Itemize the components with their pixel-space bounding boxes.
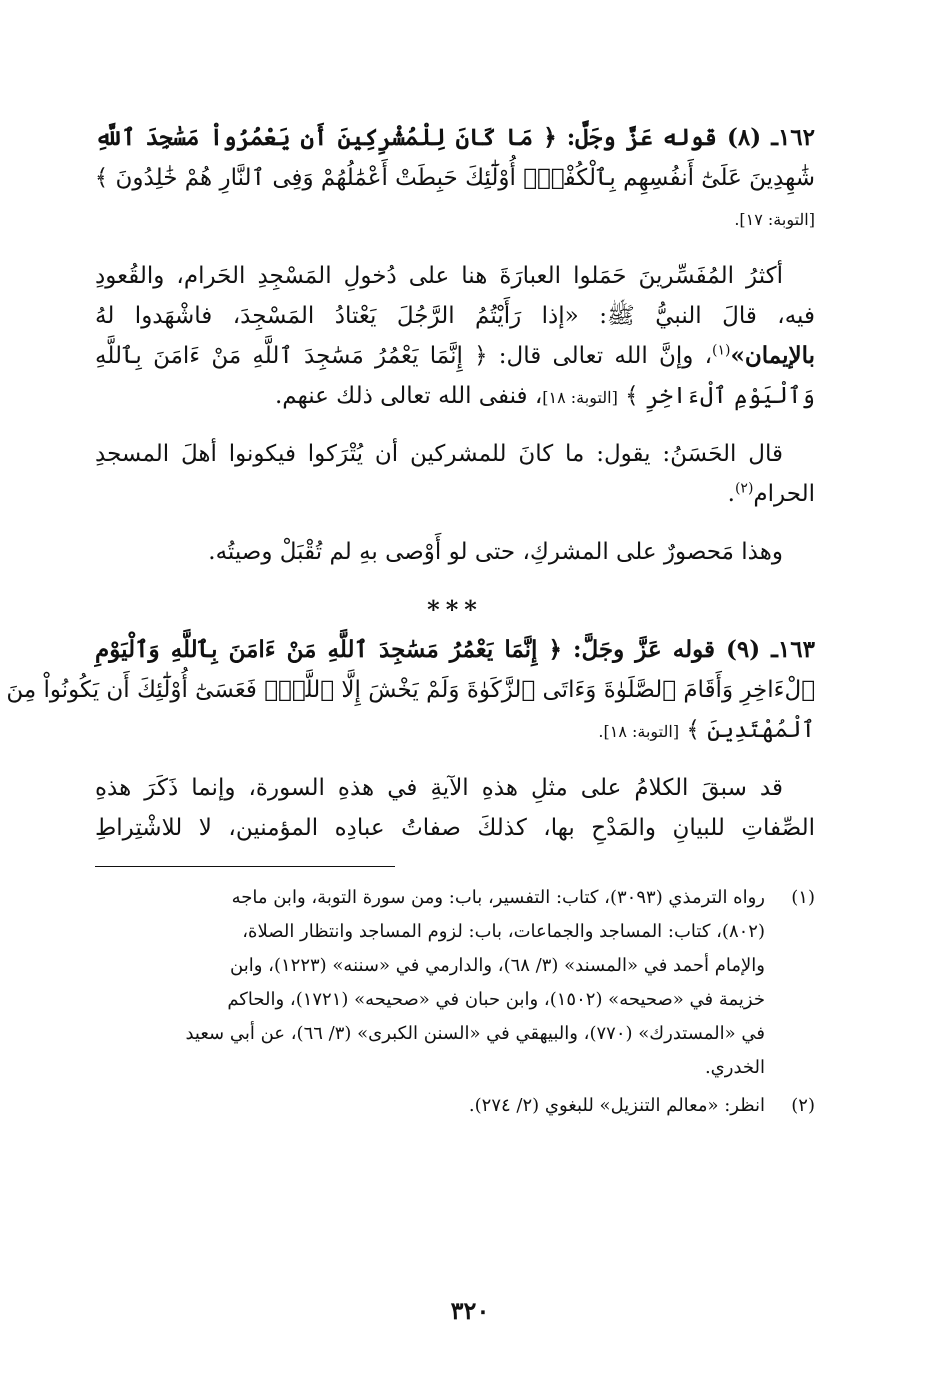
entry-162-line-1: ١٦٢ـ (٨) قوله عَزَّ وجَلَّ: ﴿ مَا كَانَ لِلْمُشْرِكِينَ أَن يَعْمُرُواْ مَسَٰجِدَ ٱللَّهِ xyxy=(95,124,815,151)
paragraph-4 xyxy=(95,768,815,848)
footnote-line: الخدري. xyxy=(704,1057,765,1078)
verse-reference: [التوبة: ١٧]. xyxy=(734,210,815,229)
footnote-text xyxy=(95,881,765,1085)
spacer xyxy=(95,572,815,590)
paragraph-3: وهذا مَحصورٌ على المشركِ، حتى لو أَوْصى بهِ لم تُقْبَلْ وصيتُه. xyxy=(208,539,783,565)
page-body xyxy=(6,118,815,1123)
paragraph-1-line-4-text: ، فنفى الله تعالى ذلك عنهم. xyxy=(274,383,543,409)
section-separator: *** xyxy=(427,595,483,624)
footnote-line: انظر: «معالم التنزيل» للبغوي (٢/ ٢٧٤). xyxy=(468,1095,765,1116)
verse-end: ٱلْمُهْتَدِينَ ﴾ xyxy=(686,717,815,743)
verse-reference: [التوبة: ١٨] xyxy=(542,388,618,407)
paragraph-1 xyxy=(95,256,815,416)
footnote-line: رواه الترمذي (٣٠٩٣)، كتاب: التفسير، باب: ومن سورة التوبة، وابن ماجه xyxy=(231,887,765,908)
footnote-line: في «المستدرك» (٧٧٠)، والبيهقي في «السنن الكبرى» (٣/ ٦٦)، عن أبي سعيد xyxy=(185,1023,765,1044)
footnote-divider xyxy=(95,866,395,867)
footnotes xyxy=(95,881,815,1123)
paragraph-2-line-2-text: الحرام xyxy=(753,481,815,507)
entry-162-line-2: شَٰهِدِينَ عَلَىٰٓ أَنفُسِهِم بِٱلْكُفْرِۚ أُوْلَٰٓئِكَ حَبِطَتْ أَعْمَٰلُهُمْ وَفِى ٱلنَّارِ هُمْ خَٰلِدُونَ ﴾ xyxy=(94,165,815,191)
paragraph-1-line-4 xyxy=(95,376,815,416)
footnote-number: (١) xyxy=(791,887,815,908)
footnote-marker-1[interactable]: (١) xyxy=(712,342,731,359)
footnote-1 xyxy=(95,881,815,1085)
spacer xyxy=(95,416,815,434)
paragraph-4-line-1: قد سبقَ الكلامُ على مثلِ هذهِ الآيةِ في هذهِ السورة، وإنما ذَكَرَ هذهِ xyxy=(95,775,783,801)
paragraph-2-end: . xyxy=(727,481,735,507)
paragraph-1-line-3 xyxy=(95,336,815,376)
spacer xyxy=(95,514,815,532)
paragraph-2-line-2 xyxy=(95,474,815,514)
entry-163-line-2: ٱلْءَاخِرِ وَأَقَامَ ٱلصَّلَوٰةَ وَءَاتَى ٱلزَّكَوٰةَ وَلَمْ يَخْشَ إِلَّا ٱللَّهَۖ فَعَسَىٰٓ أُوْلَٰٓئِكَ أَن يَكُونُواْ مِنَ xyxy=(6,677,815,703)
hadith-end: بالإيمان» xyxy=(730,342,815,369)
verse-end: وَٱلْيَوْمِ ٱلْءَاخِرِ ﴾ xyxy=(625,383,815,409)
footnote-number: (٢) xyxy=(791,1095,815,1116)
paragraph-1-line-3-text: ، وإنَّ الله تعالى قال: ﴿ إِنَّمَا يَعْمُرُ مَسَٰجِدَ ٱللَّهِ مَنْ ءَامَنَ بِٱللَّهِ xyxy=(95,343,713,369)
entry-162-ref-line xyxy=(95,198,815,238)
footnote-line: والإمام أحمد في «المسند» (٣/ ٦٨)، والدارمي في «سننه» (١٢٢٣)، وابن xyxy=(230,955,765,976)
paragraph-4-line-2: الصِّفاتِ للبيانِ والمَدْحِ بها، كذلكَ صفاتُ عبادِه المؤمنين، لا للاشْتِراطِ xyxy=(95,815,815,841)
verse-reference: [التوبة: ١٨]. xyxy=(598,722,680,741)
page-number: ٣٢٠ xyxy=(450,1296,490,1325)
spacer xyxy=(95,750,815,768)
entry-162 xyxy=(95,118,815,238)
paragraph-2-line-1: قال الحَسَنُ: يقول: ما كانَ للمشركين أن يُتْرَكوا فيكونوا أهلَ المسجدِ xyxy=(95,441,783,467)
spacer xyxy=(95,238,815,256)
entry-163-line-3 xyxy=(95,710,815,750)
paragraph-1-line-1: أكثرُ المُفَسِّرينَ حَمَلوا العبارَةَ هنا على دُخولِ المَسْجِدِ الحَرام، والقُعودِ xyxy=(95,263,783,289)
footnote-line: (٨٠٢)، كتاب: المساجد والجماعات، باب: لزوم المساجد وانتظار الصلاة، xyxy=(242,921,765,942)
entry-163-line-1: ١٦٣ـ (٩) قوله عَزَّ وجَلَّ: ﴿ إِنَّمَا يَعْمُرُ مَسَٰجِدَ ٱللَّهِ مَنْ ءَامَنَ بِٱللَّهِ وَٱلْيَوْمِ xyxy=(95,636,815,663)
footnote-line: خزيمة في «صحيحه» (١٥٠٢)، وابن حبان في «صحيحه» (١٧٢١)، والحاكم xyxy=(227,989,765,1010)
footnote-2 xyxy=(95,1089,815,1123)
paragraph-2 xyxy=(95,434,815,514)
footnote-text xyxy=(95,1089,765,1123)
footnote-marker-2[interactable]: (٢) xyxy=(734,480,754,497)
paragraph-1-line-2: فيه، قالَ النبيُّ ﷺ: «إذا رَأَيْتُمُ الرَّجُلَ يَعْتادُ المَسْجِدَ، فاشْهَدوا لهُ xyxy=(95,303,815,329)
entry-163 xyxy=(6,630,815,750)
